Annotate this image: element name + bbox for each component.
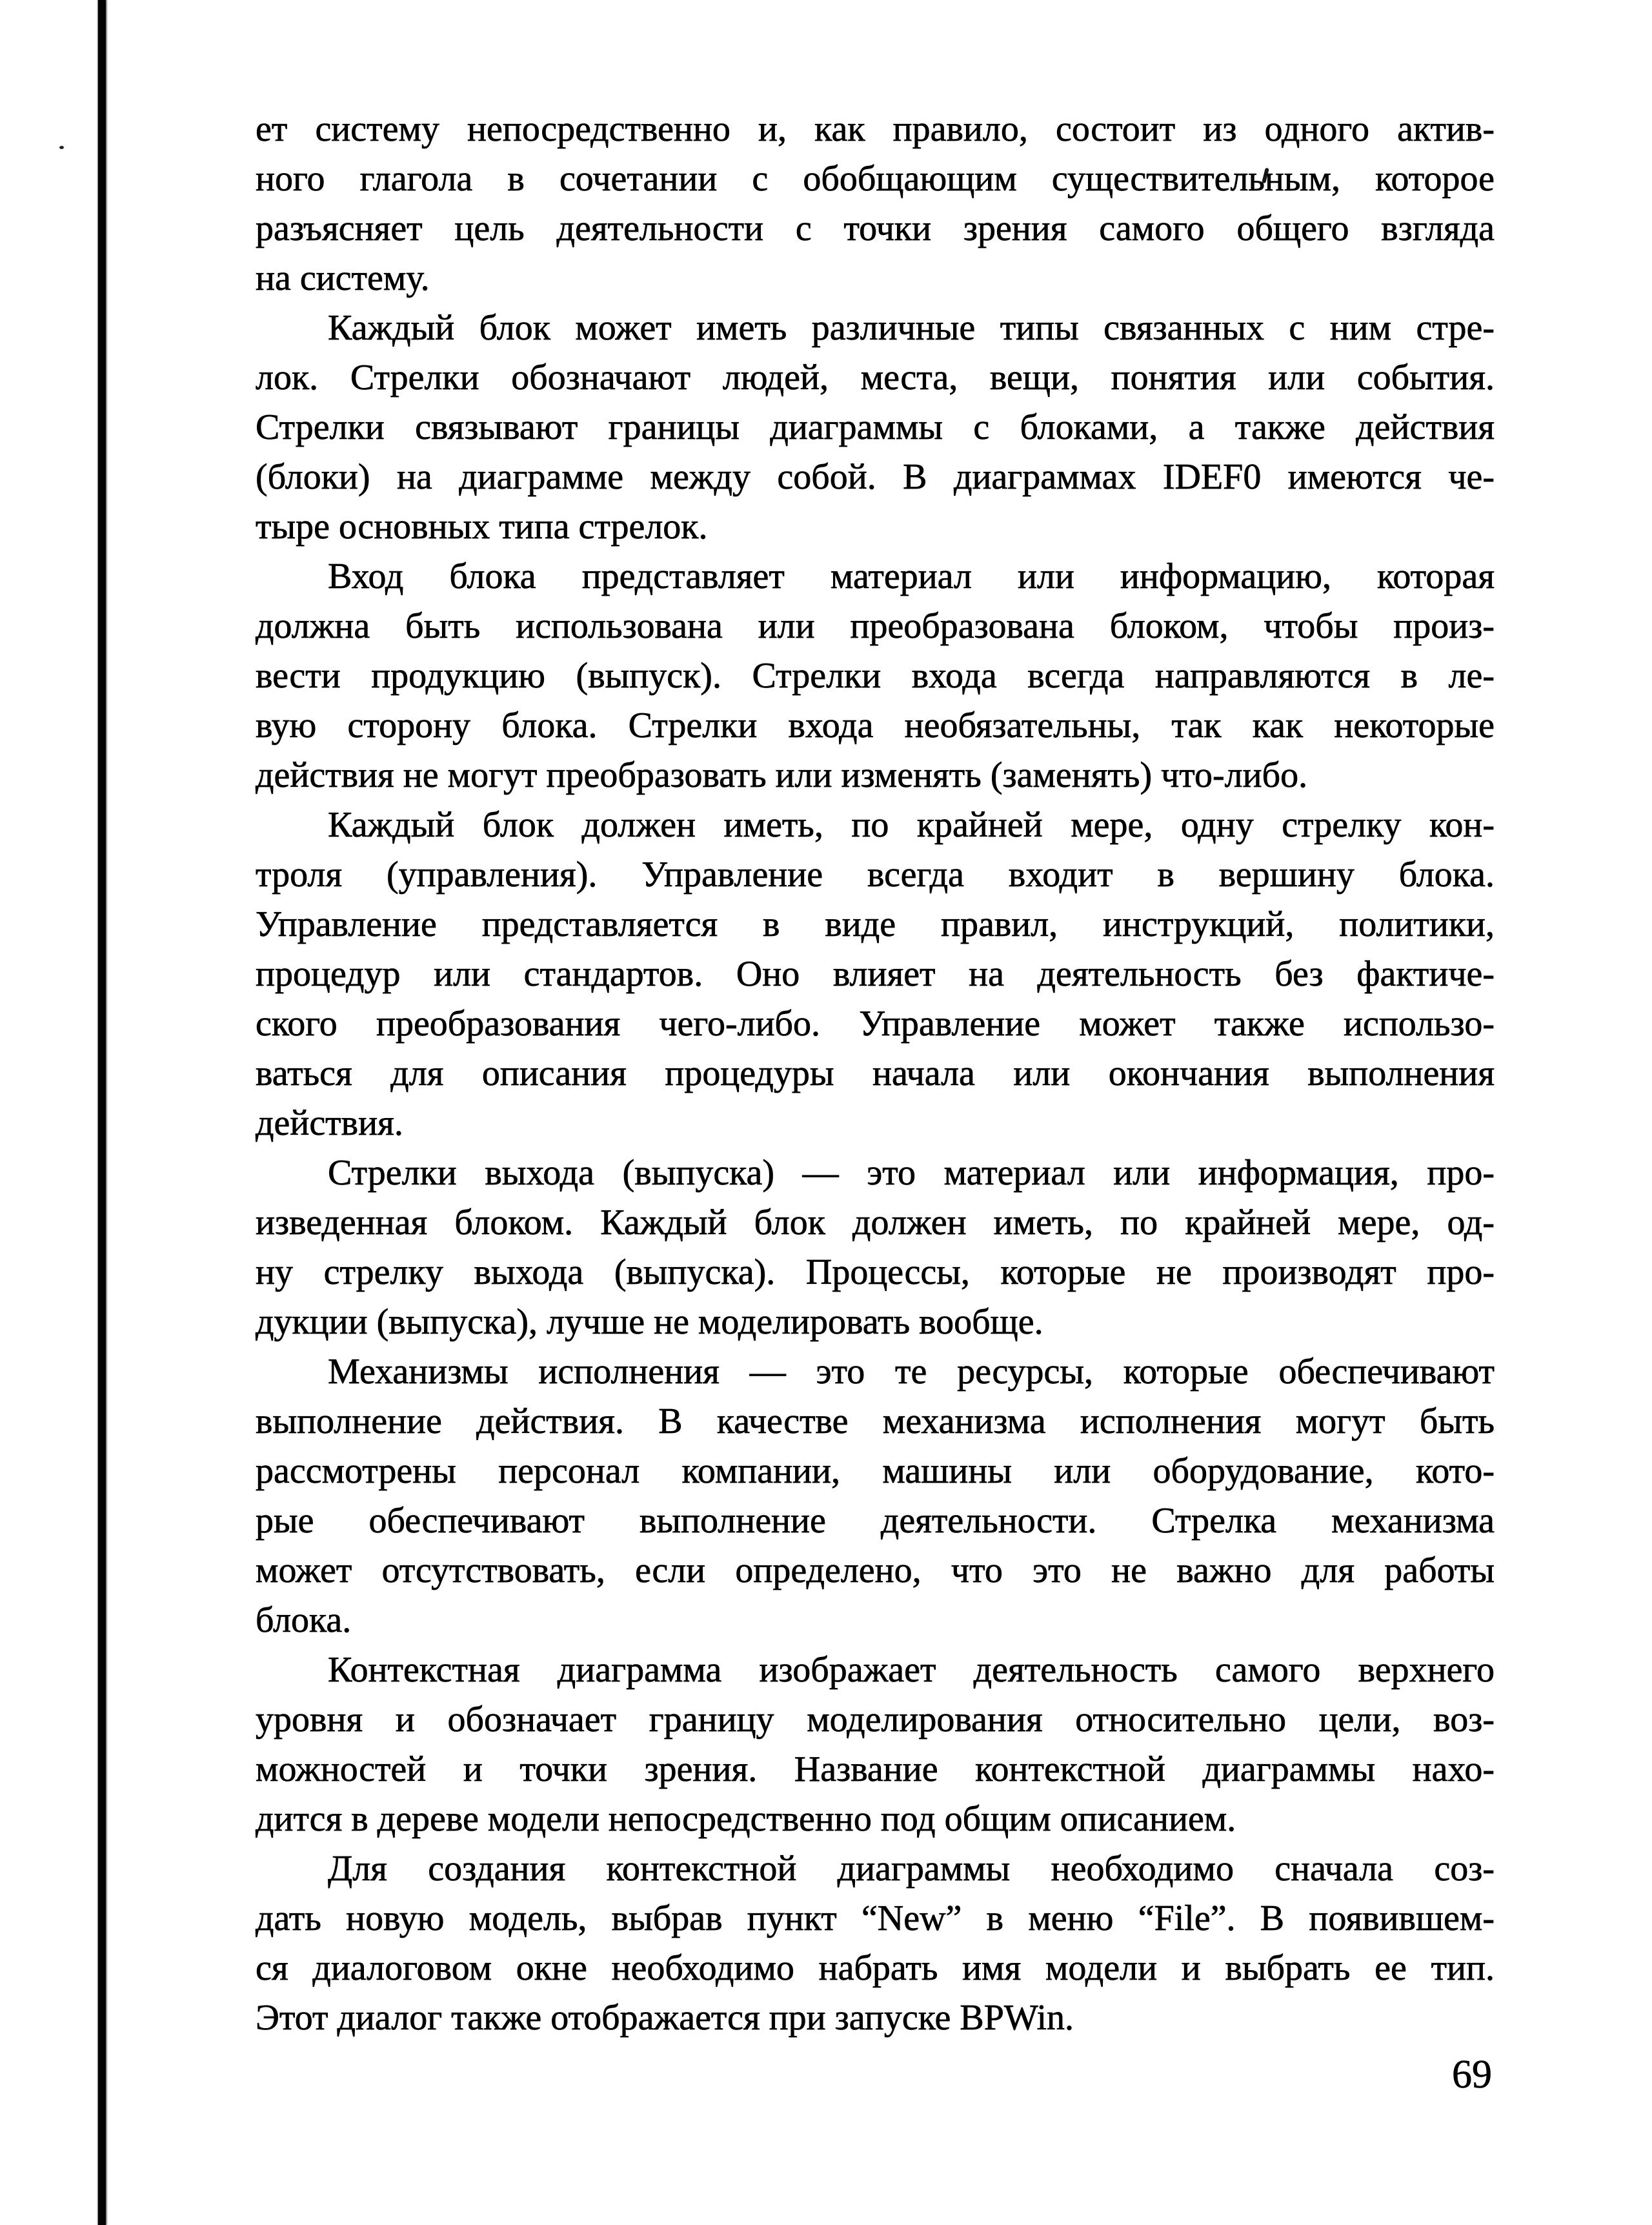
text-line: Управление представляется в виде правил, инструкций, политики,	[256, 904, 1495, 944]
text-line: ского преобразования чего-либо. Управление может также использо-	[256, 1004, 1495, 1044]
paragraph	[256, 1148, 1495, 1347]
text-line: рые обеспечивают выполнение деятельности. Стрелка механизма	[256, 1501, 1495, 1541]
paragraph	[256, 800, 1495, 1148]
text-line: дится в дереве модели непосредственно под общим описанием.	[256, 1799, 1236, 1839]
paragraph	[256, 1645, 1495, 1844]
text-line: выполнение действия. В качестве механизма исполнения могут быть	[256, 1401, 1495, 1441]
page-number: 69	[1452, 2053, 1492, 2097]
text-line: лок. Стрелки обозначают людей, места, вещи, понятия или события.	[256, 358, 1495, 398]
scan-binding-edge	[98, 0, 106, 2225]
text-line: может отсутствовать, если определено, что это не важно для работы	[256, 1550, 1495, 1590]
text-line: ет систему непосредственно и, как правило, состоит из одного актив-	[256, 109, 1495, 149]
text-line: изведенная блоком. Каждый блок должен иметь, по крайней мере, од-	[256, 1203, 1495, 1243]
text-line: Вход блока представляет материал или информацию, которая	[328, 556, 1495, 596]
text-line: Этот диалог также отображается при запуске BPWin.	[256, 1998, 1074, 2038]
text-line: Каждый блок может иметь различные типы связанных с ним стре-	[328, 308, 1495, 348]
text-line: тыре основных типа стрелок.	[256, 507, 708, 547]
text-line: Для создания контекстной диаграммы необходимо сначала соз-	[328, 1849, 1495, 1889]
text-line: на систему.	[256, 258, 430, 298]
text-line: вую сторону блока. Стрелки входа необязательны, так как некоторые	[256, 706, 1495, 746]
text-line: дать новую модель, выбрав пункт “New” в меню “File”. В появившем-	[256, 1898, 1495, 1938]
text-line: ся диалоговом окне необходимо набрать имя модели и выбрать ее тип.	[256, 1948, 1495, 1988]
body-text	[256, 105, 1495, 2043]
paragraph	[256, 105, 1495, 303]
text-line: ну стрелку выхода (выпуска). Процессы, которые не производят про-	[256, 1252, 1495, 1292]
text-line: троля (управления). Управление всегда входит в вершину блока.	[256, 855, 1495, 895]
text-line: (блоки) на диаграмме между собой. В диаграммах IDEF0 имеются че-	[256, 457, 1495, 497]
text-line: действия не могут преобразовать или изменять (заменять) что-либо.	[256, 755, 1308, 795]
text-line: вести продукцию (выпуск). Стрелки входа всегда направляются в ле-	[256, 656, 1495, 696]
text-line: можностей и точки зрения. Название контекстной диаграммы нахо-	[256, 1749, 1495, 1789]
text-line: Стрелки выхода (выпуска) — это материал или информация, про-	[328, 1153, 1495, 1193]
text-line: Каждый блок должен иметь, по крайней мере, одну стрелку кон-	[328, 805, 1495, 845]
text-line: блока.	[256, 1600, 352, 1640]
text-line: Механизмы исполнения — это те ресурсы, которые обеспечивают	[328, 1352, 1495, 1392]
text-line: должна быть использована или преобразована блоком, чтобы произ-	[256, 606, 1495, 646]
paragraph	[256, 1844, 1495, 2043]
scan-speck	[59, 146, 64, 149]
text-line: ваться для описания процедуры начала или окончания выполнения	[256, 1053, 1495, 1093]
text-line: Стрелки связывают границы диаграммы с блоками, а также действия	[256, 407, 1495, 447]
text-line: ного глагола в сочетании с обобщающим существительным, которое	[256, 159, 1495, 199]
text-line: уровня и обозначает границу моделирования относительно цели, воз-	[256, 1700, 1495, 1740]
text-line: дукции (выпуска), лучше не моделировать вообще.	[256, 1302, 1043, 1342]
text-line: действия.	[256, 1103, 403, 1143]
paragraph	[256, 1347, 1495, 1645]
paragraph	[256, 303, 1495, 552]
text-line: процедур или стандартов. Оно влияет на деятельность без фактиче-	[256, 954, 1495, 994]
paragraph	[256, 552, 1495, 800]
text-line: Контекстная диаграмма изображает деятельность самого верхнего	[328, 1650, 1495, 1690]
text-line: разъясняет цель деятельности с точки зрения самого общего взгляда	[256, 208, 1495, 249]
text-line: рассмотрены персонал компании, машины или оборудование, кото-	[256, 1451, 1495, 1491]
